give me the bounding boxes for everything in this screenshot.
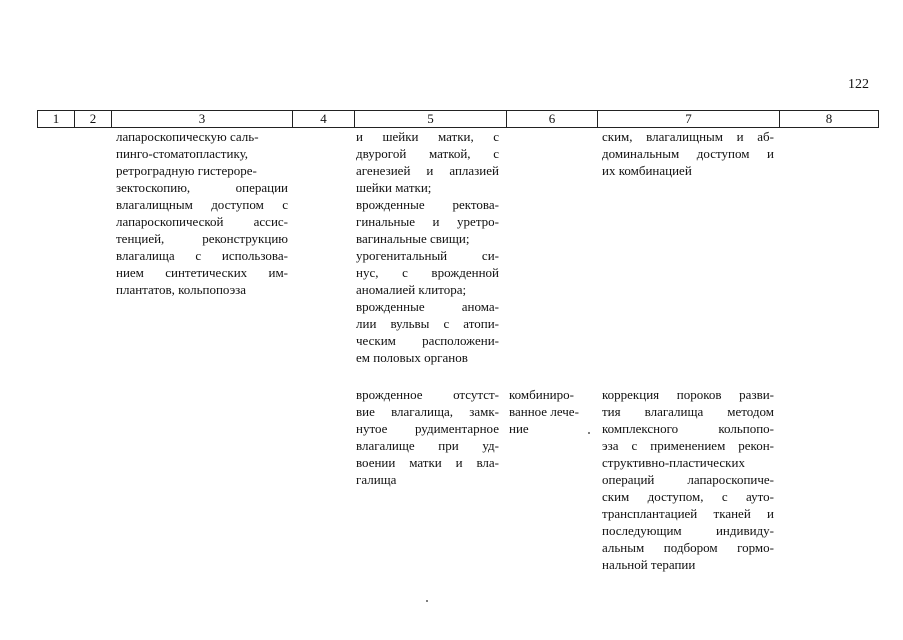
row1-col5-text: [356, 128, 499, 366]
text-line: ским доступом, с ауто-: [602, 489, 774, 504]
row2-col7-text: [602, 386, 774, 573]
text-line: нус, с врожденной: [356, 265, 499, 280]
text-line: врожденные анома-: [356, 299, 499, 314]
text-line: двурогой маткой, с: [356, 146, 499, 161]
scan-speck: [588, 432, 590, 434]
text-line: врожденное отсутст-: [356, 387, 499, 402]
text-line: влагалищным доступом с: [116, 197, 288, 212]
column-number-header: [37, 110, 879, 128]
text-line: влагалище при уд-: [356, 438, 499, 453]
header-cell-7: 7: [598, 111, 780, 128]
header-row: [38, 111, 879, 128]
text-line: аномалией клитора;: [356, 282, 467, 297]
text-line: влагалища с использова-: [116, 248, 288, 263]
text-line: их комбинацией: [602, 163, 692, 178]
text-line: гинальные и уретро-: [356, 214, 499, 229]
text-line: зектоскопию, операции: [116, 180, 288, 195]
text-line: ретроградную гистероре-: [116, 163, 257, 178]
text-line: последующим индивиду-: [602, 523, 774, 538]
text-line: ванное лече-: [509, 404, 579, 419]
text-line: галища: [356, 472, 397, 487]
scan-speck: [426, 600, 428, 602]
header-cell-5: 5: [355, 111, 507, 128]
text-line: шейки матки;: [356, 180, 432, 195]
text-line: эза с применением рекон-: [602, 438, 774, 453]
text-line: врожденные ректова-: [356, 197, 499, 212]
text-line: трансплантацией тканей и: [602, 506, 774, 521]
text-line: операций лапароскопиче-: [602, 472, 774, 487]
header-cell-8: 8: [780, 111, 879, 128]
text-line: ческим расположени-: [356, 333, 499, 348]
text-line: доминальным доступом и: [602, 146, 774, 161]
text-line: лапароскопическую саль-: [116, 129, 259, 144]
text-line: структивно-пластических: [602, 455, 745, 470]
text-line: нутое рудиментарное: [356, 421, 499, 436]
row1-col3-text: [116, 128, 288, 298]
text-line: лапароскопической ассис-: [116, 214, 288, 229]
text-line: ние: [509, 421, 529, 436]
row1-col7-text: [602, 128, 774, 179]
page-number: 122: [848, 77, 869, 92]
text-line: нием синтетических им-: [116, 265, 288, 280]
header-cell-1: 1: [38, 111, 75, 128]
text-line: лии вульвы с атопи-: [356, 316, 499, 331]
text-line: плантатов, кольпопоэза: [116, 282, 247, 297]
text-line: альным подбором гормо-: [602, 540, 774, 555]
text-line: нальной терапии: [602, 557, 696, 572]
header-cell-3: 3: [112, 111, 293, 128]
header-cell-6: 6: [507, 111, 598, 128]
text-line: тенцией, реконструкцию: [116, 231, 288, 246]
text-line: ским, влагалищным и аб-: [602, 129, 774, 144]
row2-col5-text: [356, 386, 499, 488]
text-line: урогенитальный си-: [356, 248, 499, 263]
row2-col6-text: [509, 386, 593, 437]
text-line: агенезией и аплазией: [356, 163, 499, 178]
text-line: коррекция пороков разви-: [602, 387, 774, 402]
text-line: и шейки матки, с: [356, 129, 499, 144]
text-line: пинго-стоматопластику,: [116, 146, 249, 161]
text-line: ем половых органов: [356, 350, 468, 365]
text-line: тия влагалища методом: [602, 404, 774, 419]
text-line: вагинальные свищи;: [356, 231, 470, 246]
text-line: комбиниро-: [509, 387, 574, 402]
header-cell-4: 4: [293, 111, 355, 128]
text-line: вие влагалища, замк-: [356, 404, 499, 419]
text-line: комплексного кольпопо-: [602, 421, 774, 436]
text-line: воении матки и вла-: [356, 455, 499, 470]
header-cell-2: 2: [75, 111, 112, 128]
